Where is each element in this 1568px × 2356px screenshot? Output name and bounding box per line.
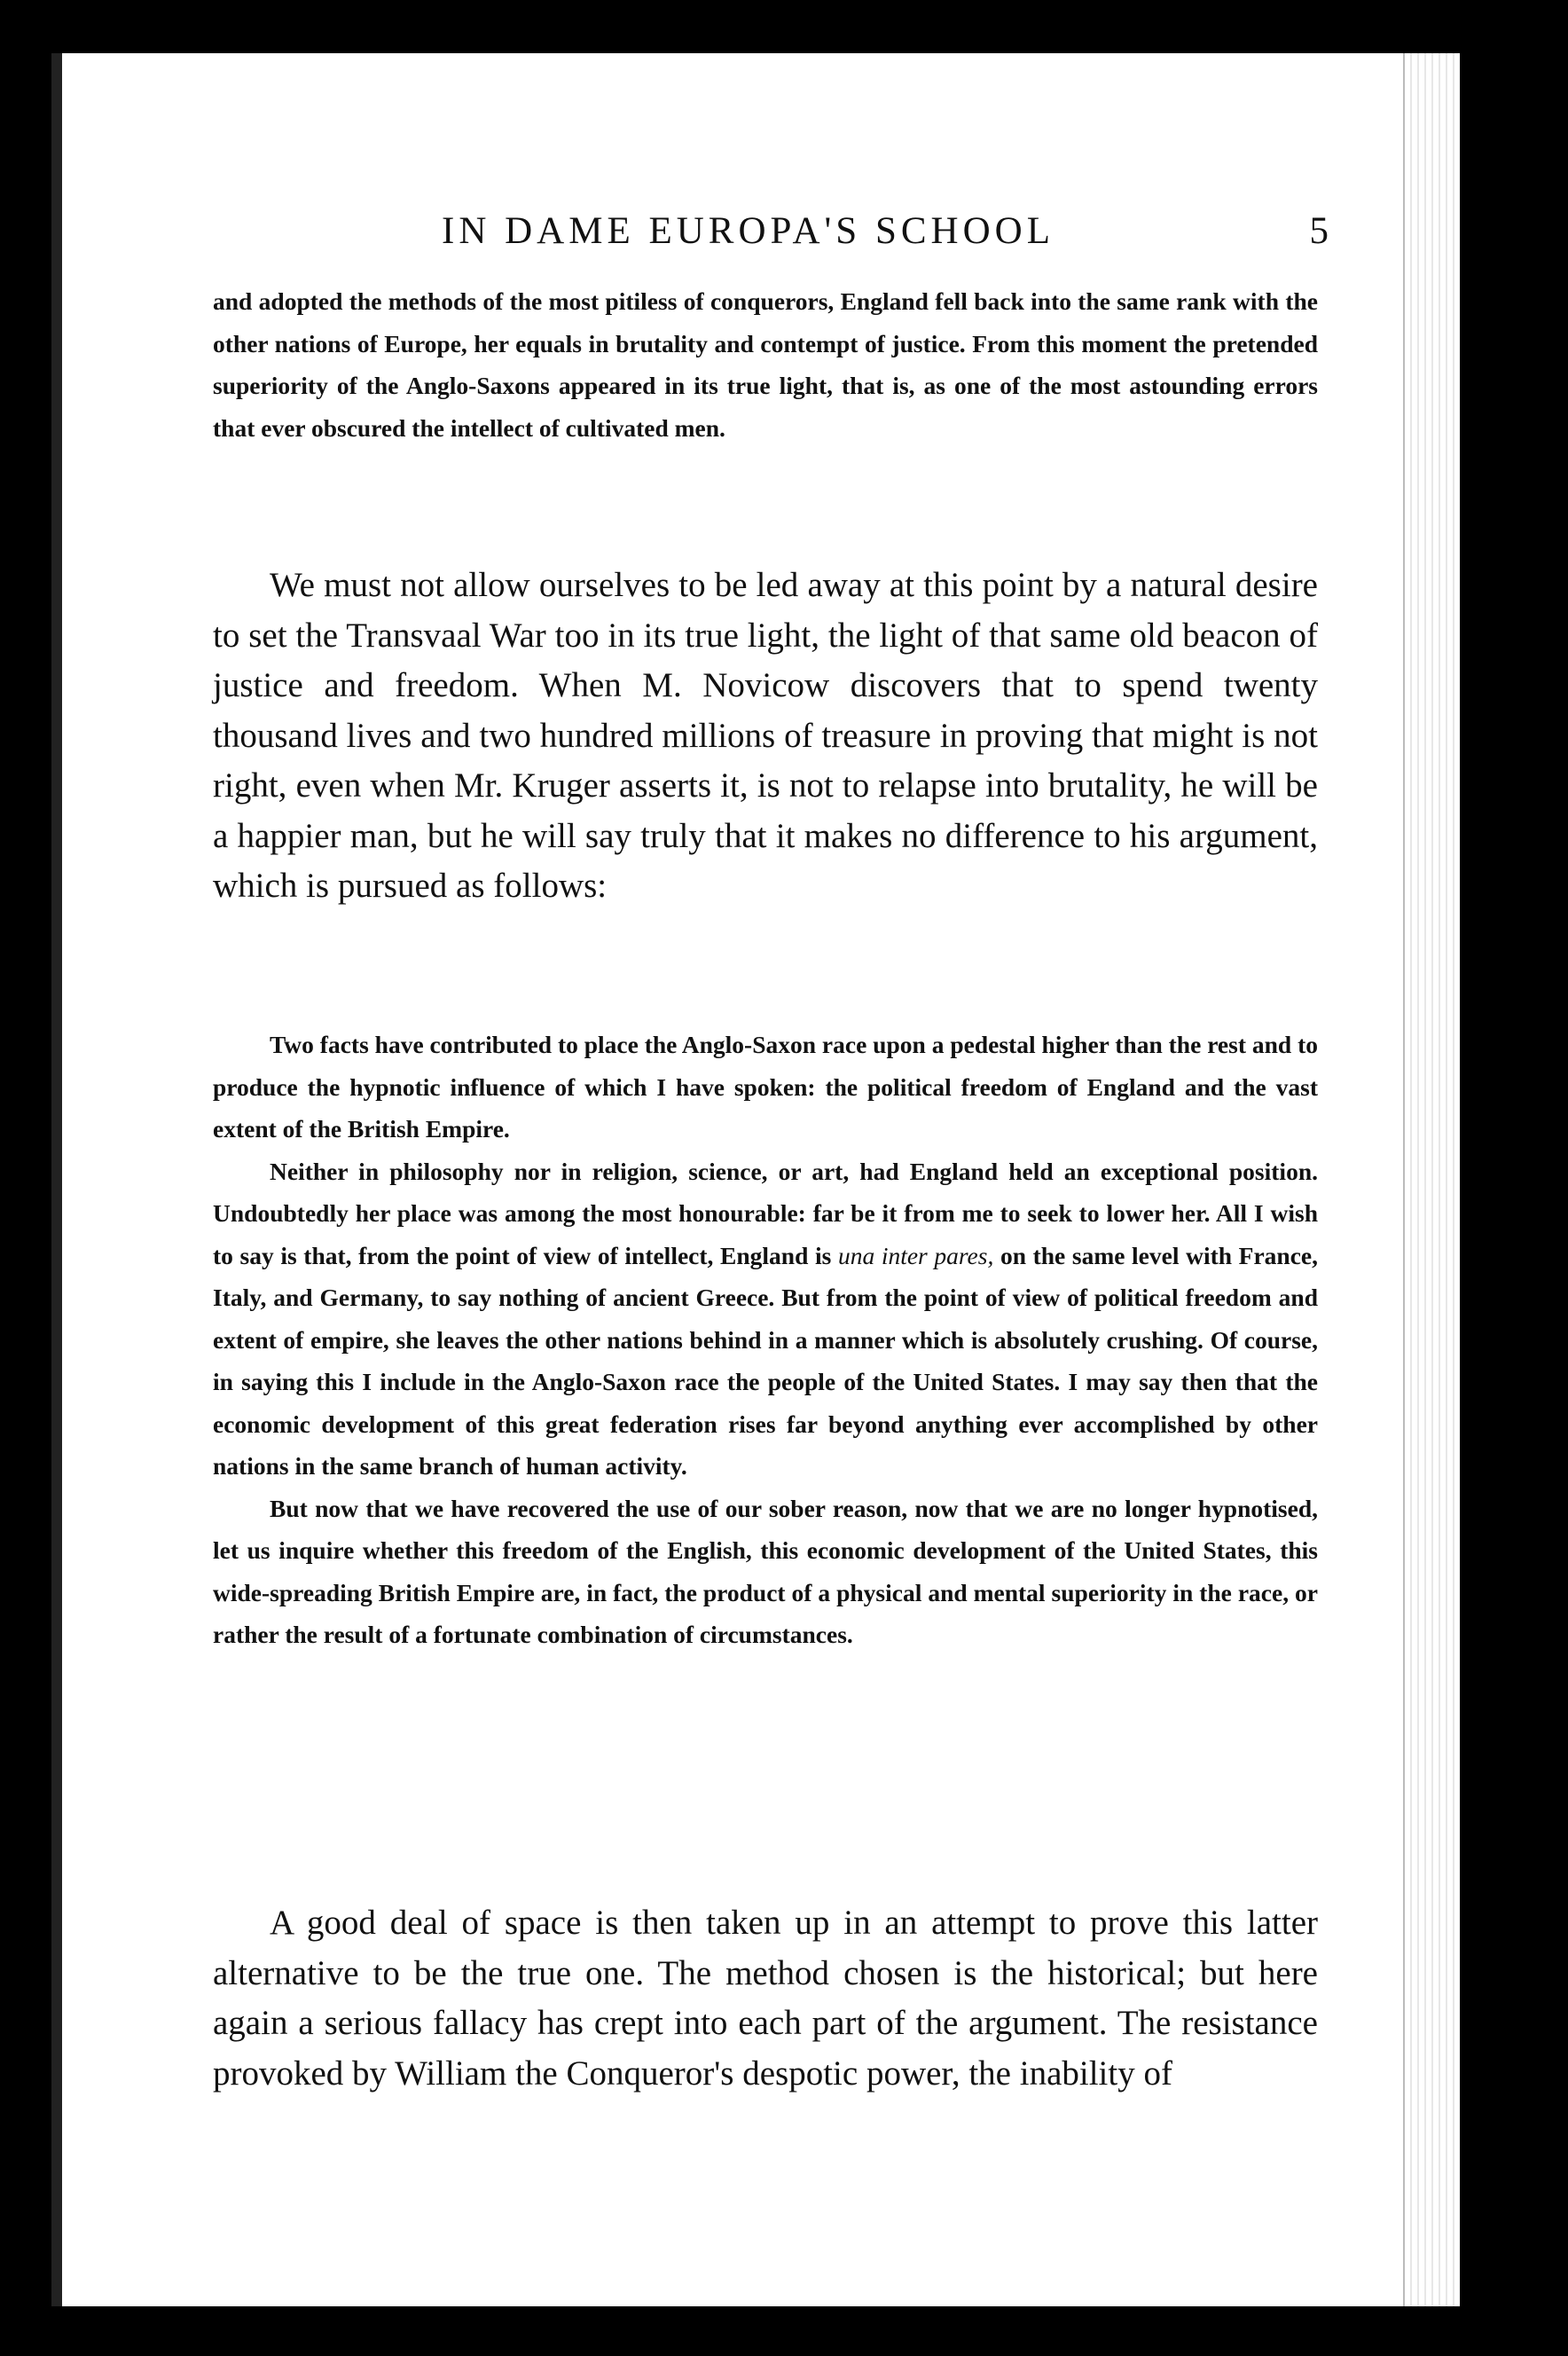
body-paragraph-1 <box>213 561 1318 912</box>
running-title: IN DAME EUROPA'S SCHOOL <box>442 210 1054 252</box>
quote-paragraph-1: Two facts have contributed to place the Anglo-Saxon race upon a pedestal higher than the rest and to produce the hypnotic influence of which I have spoken: the political freedom of England and the vast extent of the British Empire. <box>213 1031 1318 1143</box>
quote-2-italic: una inter pares, <box>837 1241 994 1269</box>
body-paragraph-2 <box>213 1898 1318 2099</box>
quote-continuation-text: and adopted the methods of the most pitiless of conquerors, England fell back into the same rank with the other nations of Europe, her equals in brutality and contempt of justice. From this moment the pretended superiority of the Anglo-Saxons appeared in its true light, that is, as one of the most astounding errors that ever obscured the intellect of cultivated men. <box>213 287 1318 442</box>
quote-paragraph-3: But now that we have recovered the use of our sober reason, now that we are no longer hypnotised, let us inquire whether this freedom of the English, this economic development of the United States, this wide-spreading British Empire are, in fact, the product of a physical and mental superiority in the race, or rather the result of a fortunate combination of circumstances. <box>213 1494 1318 1648</box>
page-edges <box>1403 53 1460 2306</box>
quote-2-before: Neither in philosophy nor in religion, science, or art, had England held an exceptional position. Undoubtedly her place was among the most honourable: far be it from me to seek to lower her. All I wish to say is that, from the point of view of intellect, England is <box>213 1157 1318 1269</box>
quote-2-after: on the same level with France, Italy, and Germany, to say nothing of ancient Greece. But from the point of view of political freedom and extent of empire, she leaves the other nations behind in a manner which is absolutely crushing. Of course, in saying this I include in the Anglo-Saxon race the people of the United States. I may say then that the economic development of this great federation rises far beyond anything ever accomplished by other nations in the same branch of human activity. <box>213 1241 1318 1480</box>
page-gutter <box>51 53 62 2306</box>
book-page <box>51 53 1460 2306</box>
running-head <box>442 209 1329 271</box>
body-paragraph-1-text: We must not allow ourselves to be led away at this point by a natural desire to set the Transvaal War too in its true light, the light of that same old beacon of justice and freedom. When M. Novicow discovers that to spend twenty thousand lives and two hundred millions of treasure in proving that might is not right, even when Mr. Kruger asserts it, is not to relapse into brutality, he will be a happier man, but he will say truly that it makes no difference to his argument, which is pursued as follows: <box>213 566 1318 905</box>
page-number: 5 <box>1309 210 1329 252</box>
quote-continuation <box>213 280 1318 449</box>
body-paragraph-2-text: A good deal of space is then taken up in an attempt to prove this latter alternative to be the true one. The method chosen is the historical; but here again a serious fallacy has crept into each part of the argument. The resistance provoked by William the Conqueror's despotic power, the inability of <box>213 1904 1318 2093</box>
block-quote <box>213 1024 1318 1656</box>
quote-paragraph-2 <box>213 1151 1318 1488</box>
